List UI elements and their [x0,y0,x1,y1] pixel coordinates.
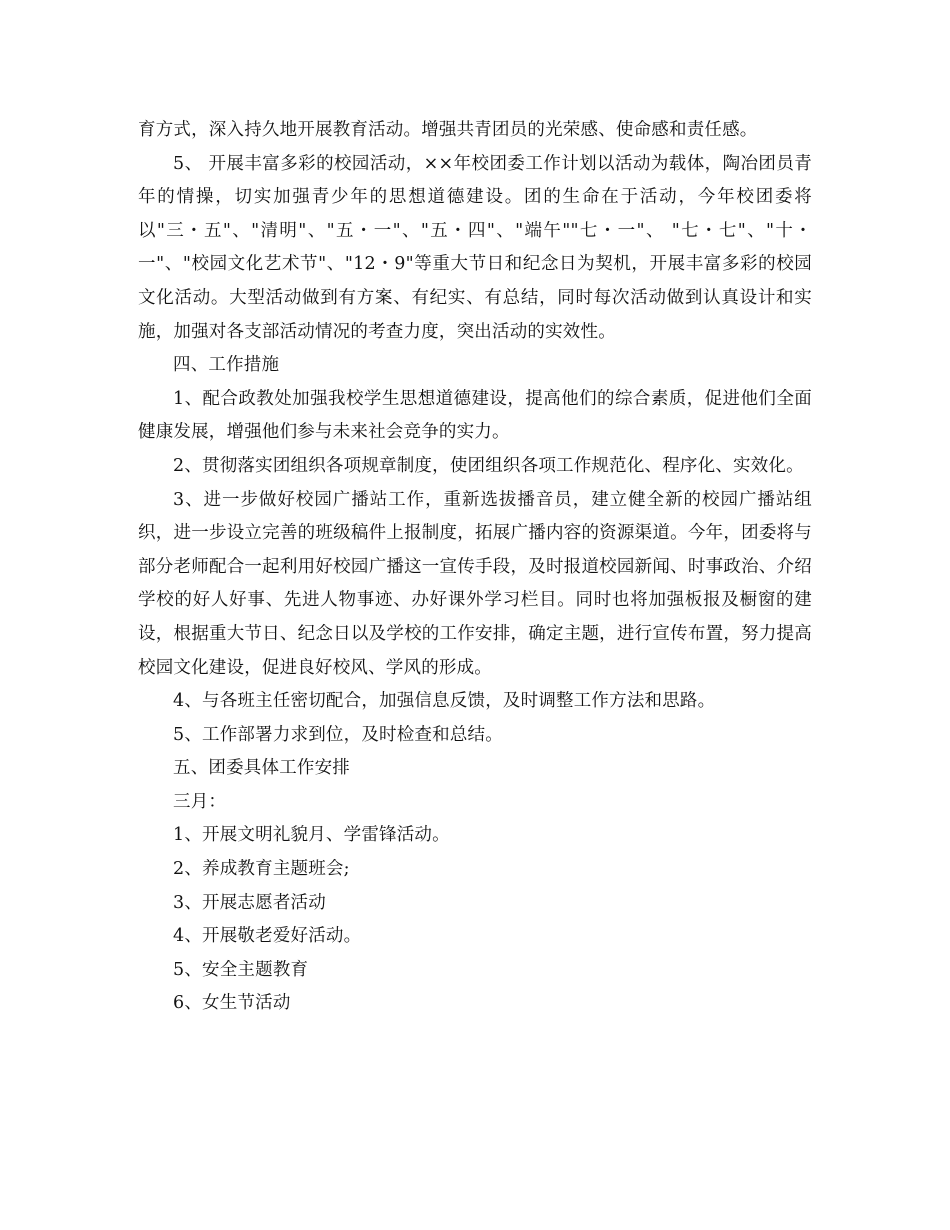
month-heading-march: 三月： [173,791,227,812]
list-item: 1、开展文明礼貌月、学雷锋活动。 [173,825,450,846]
list-item: 6、女生节活动 [173,993,291,1014]
section-heading-measures: 四、工作措施 [173,355,280,376]
list-item: 5、安全主题教育 [173,959,309,980]
paragraph-campus-activities: 5、 开展丰富多彩的校园活动，××年校团委工作计划以活动为载体，陶冶团员青年的情操，切实加强青少年的思想道德建设。团的生命在于活动，今年校团委将以"三・五"、"清明"、"五・一"、"五・四"、"端午""七・一"、 "七・七"、"十・一"、"校园文化艺术节"、"12・9"等重大节日和纪念日为契机，开展丰富多彩的校园文化活动。大型活动做到有方案、有纪实、有总结，同时每次活动做到认真设计和实施，加强对各支部活动情况的考查力度，突出活动的实效性。 [138,153,812,342]
document-body [138,114,812,1021]
list-item: 3、开展志愿者活动 [173,892,326,913]
paragraph-measure-3: 3、进一步做好校园广播站工作，重新选拔播音员，建立健全新的校园广播站组织，进一步设立完善的班级稿件上报制度，拓展广播内容的资源渠道。今年，团委将与部分老师配合一起利用好校园广播这一宣传手段，及时报道校园新闻、时事政治、介绍学校的好人好事、先进人物事迹、办好课外学习栏目。同时也将加强板报及橱窗的建设，根据重大节日、纪念日以及学校的工作安排，确定主题，进行宣传布置，努力提高校园文化建设，促进良好校风、学风的形成。 [138,489,812,678]
paragraph-measure-2: 2、贯彻落实团组织各项规章制度，使团组织各项工作规范化、程序化、实效化。 [173,455,804,476]
list-item: 4、开展敬老爱好活动。 [173,926,362,947]
paragraph-measure-1: 1、配合政教处加强我校学生思想道德建设，提高他们的综合素质，促进他们全面健康发展，增强他们参与未来社会竞争的实力。 [138,388,812,443]
list-item: 2、养成教育主题班会; [173,859,350,880]
paragraph-continuation: 育方式，深入持久地开展教育活动。增强共青团员的光荣感、使命感和责任感。 [138,120,758,140]
paragraph-measure-4: 4、与各班主任密切配合，加强信息反馈，及时调整工作方法和思路。 [173,691,716,712]
section-heading-schedule: 五、团委具体工作安排 [173,758,350,779]
paragraph-measure-5: 5、工作部署力求到位，及时检查和总结。 [173,724,503,745]
